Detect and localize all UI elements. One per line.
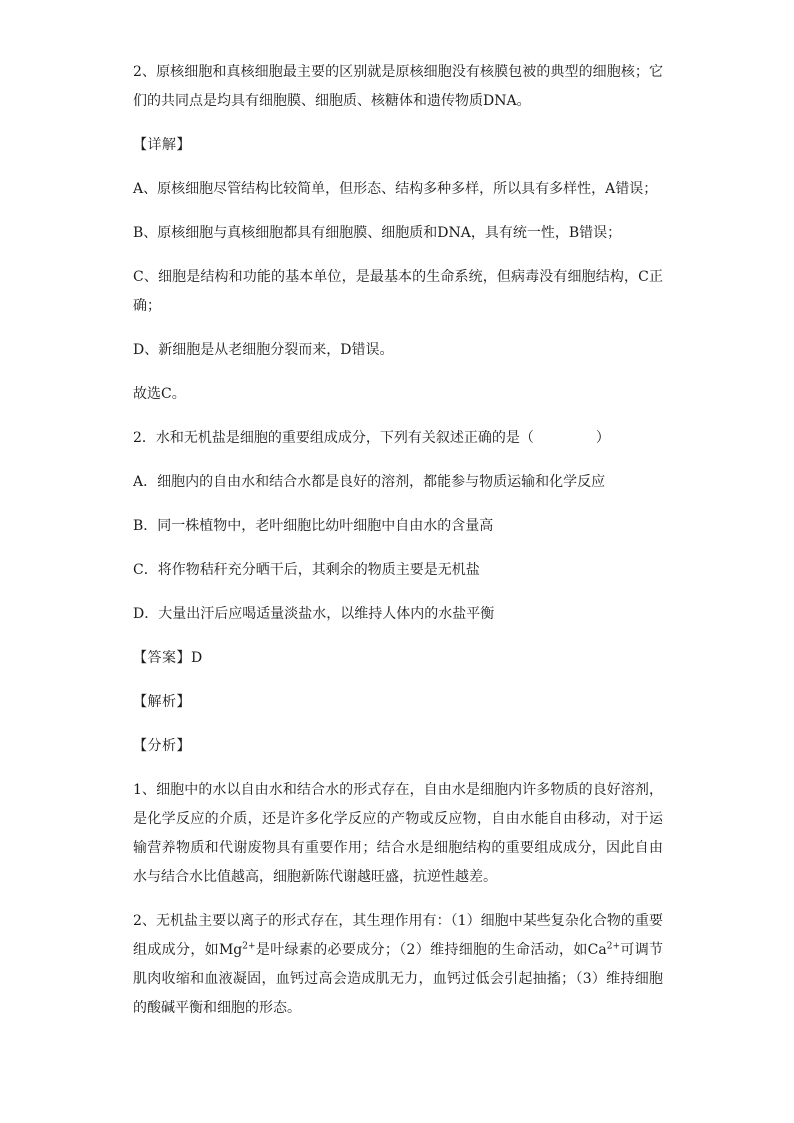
detail-option-d: D、新细胞是从老细胞分裂而来，D错误。 bbox=[133, 342, 394, 358]
question-2-option-a: A．细胞内的自由水和结合水都是良好的溶剂，都能参与物质运输和化学反应 bbox=[133, 474, 606, 490]
detail-option-b: B、原核细胞与真核细胞都具有细胞膜、细胞质和DNA，具有统一性，B错误； bbox=[133, 225, 622, 241]
jiexi-heading: 【解析】 bbox=[133, 694, 191, 710]
detail-heading: 【详解】 bbox=[133, 137, 191, 153]
question-2-option-b: B．同一株植物中，老叶细胞比幼叶细胞中自由水的含量高 bbox=[133, 518, 494, 534]
detail-option-a: A、原核细胞尽管结构比较简单，但形态、结构多种多样，所以具有多样性，A错误； bbox=[133, 181, 658, 197]
question-2-option-d: D．大量出汗后应喝适量淡盐水，以维持人体内的水盐平衡 bbox=[133, 606, 495, 622]
question-2-option-c: C．将作物秸秆充分晒干后，其剩余的物质主要是无机盐 bbox=[133, 562, 480, 578]
answer-line: 【答案】D bbox=[133, 650, 203, 666]
ca-ion-charge: 2+ bbox=[606, 941, 621, 952]
fenxi-heading: 【分析】 bbox=[133, 738, 191, 754]
document-page bbox=[133, 58, 663, 1038]
analysis-2-part-3: 可调节肌肉收缩和血液凝固，血钙过高会造成肌无力，血钙过低会引起抽搐；（3）维持细胞的酸碱平衡和细胞的形态。 bbox=[133, 942, 664, 1016]
detail-conclusion: 故选C。 bbox=[133, 386, 186, 402]
question-2-stem-close: ） bbox=[595, 430, 610, 446]
detail-option-c: C、细胞是结构和功能的基本单位，是最基本的生命系统，但病毒没有细胞结构，C正确； bbox=[133, 269, 663, 314]
prev-analysis-point-2: 2、原核细胞和真核细胞最主要的区别就是原核细胞没有核膜包被的典型的细胞核；它们的共同点是均具有细胞膜、细胞质、核糖体和遗传物质DNA。 bbox=[133, 64, 663, 109]
question-2-stem-text: 2．水和无机盐是细胞的重要组成成分，下列有关叙述正确的是（ bbox=[133, 430, 534, 446]
analysis-point-1: 1、细胞中的水以自由水和结合水的形式存在，自由水是细胞内许多物质的良好溶剂，是化学反应的介质，还是许多化学反应的产物或反应物，自由水能自由移动，对于运输营养物质和代谢废物具有重要作用；结合水是细胞结构的重要组成成分，因此自由水与结合水比值越高，细胞新陈代谢越旺盛，抗逆性越差。 bbox=[133, 782, 663, 885]
question-2-stem bbox=[133, 424, 663, 453]
analysis-point-2 bbox=[133, 907, 663, 1023]
mg-ion-charge: 2+ bbox=[242, 941, 256, 952]
analysis-2-part-2: 是叶绿素的必要成分；（2）维持细胞的生命活动，如Ca bbox=[255, 942, 607, 958]
analysis-2-part-1: 2、无机盐主要以离子的形式存在，其生理作用有：（1）细胞中某些复杂化合物的重要组成成分，如Mg bbox=[133, 913, 663, 958]
